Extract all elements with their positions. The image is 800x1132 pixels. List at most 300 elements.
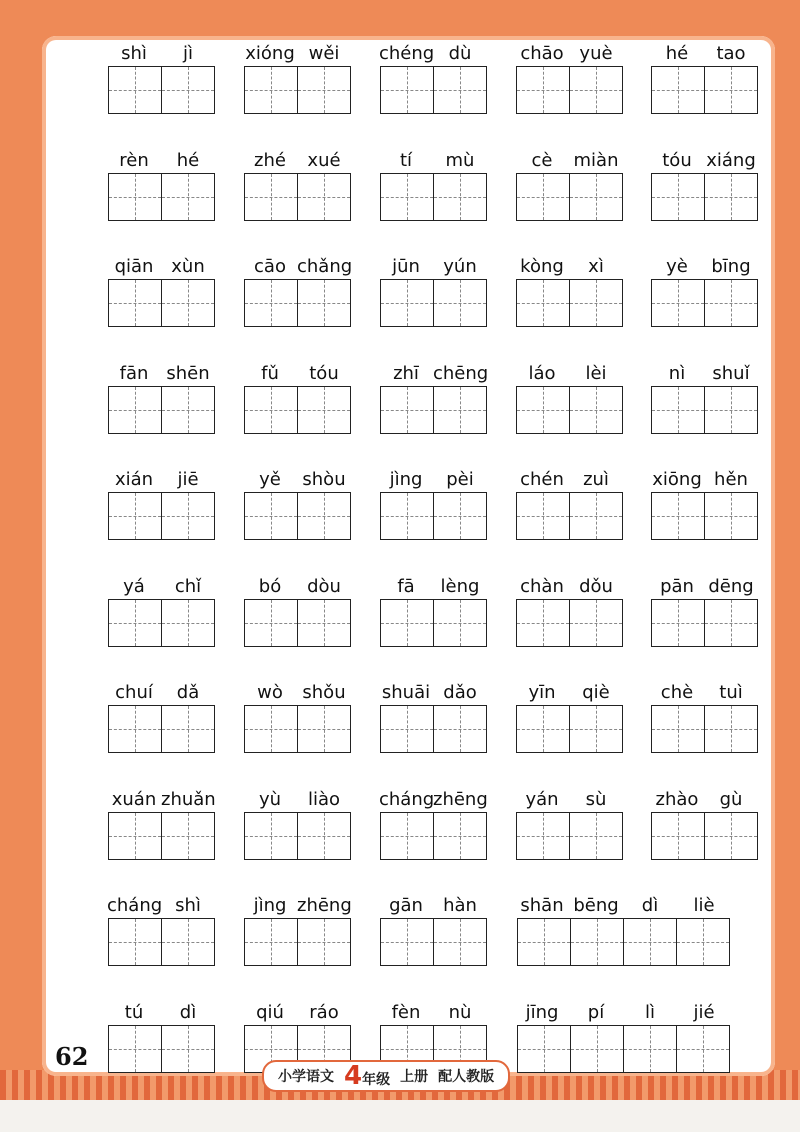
word-item	[243, 358, 351, 434]
tianzige-box[interactable]	[109, 1026, 161, 1072]
writing-boxes	[244, 66, 351, 114]
tianzige-box[interactable]	[297, 280, 350, 326]
tianzige-box[interactable]	[109, 67, 161, 113]
pinyin-label	[515, 997, 731, 1023]
writing-boxes	[651, 173, 758, 221]
tianzige-box[interactable]	[517, 67, 569, 113]
word-item	[379, 358, 487, 434]
tianzige-box[interactable]	[161, 280, 214, 326]
pinyin-syllable: chén	[520, 469, 564, 490]
pinyin-syllable: liào	[307, 788, 341, 810]
tianzige-box[interactable]	[381, 493, 433, 539]
pinyin-label	[650, 358, 758, 384]
pinyin-label	[107, 358, 215, 384]
writing-boxes	[516, 173, 623, 221]
word-row	[107, 251, 767, 358]
word-row	[107, 38, 767, 145]
tianzige-box[interactable]	[245, 387, 297, 433]
tianzige-box[interactable]	[704, 600, 757, 646]
tianzige-box[interactable]	[381, 919, 433, 965]
pinyin-syllable: chéng	[379, 43, 435, 64]
pinyin-syllable: xì	[588, 256, 604, 277]
tianzige-box[interactable]	[297, 493, 350, 539]
tianzige-box[interactable]	[517, 706, 569, 752]
writing-boxes	[651, 66, 758, 114]
pinyin-syllable: dǎ	[176, 682, 200, 703]
writing-boxes	[380, 918, 487, 966]
word-item	[243, 145, 351, 221]
tianzige-box[interactable]	[569, 387, 622, 433]
word-item	[650, 38, 758, 114]
pinyin-label	[107, 784, 215, 810]
pinyin-syllable: dǒu	[579, 575, 613, 597]
tianzige-box[interactable]	[245, 919, 297, 965]
pinyin-syllable: fǔ	[261, 362, 279, 384]
word-item	[243, 677, 351, 753]
word-item	[515, 677, 623, 753]
pinyin-label	[243, 464, 351, 490]
word-item	[379, 890, 487, 966]
tianzige-box[interactable]	[704, 174, 757, 220]
tianzige-box[interactable]	[704, 493, 757, 539]
pinyin-syllable: mù	[445, 149, 475, 171]
writing-boxes	[244, 705, 351, 753]
tianzige-box[interactable]	[704, 706, 757, 752]
tianzige-box[interactable]	[245, 600, 297, 646]
writing-boxes	[380, 173, 487, 221]
pinyin-syllable: xuán	[111, 788, 157, 810]
tianzige-box[interactable]	[109, 493, 161, 539]
tianzige-box[interactable]	[433, 280, 486, 326]
pinyin-label	[243, 358, 351, 384]
tianzige-box[interactable]	[652, 600, 704, 646]
pinyin-syllable: sù	[585, 788, 607, 810]
pinyin-syllable: dù	[448, 43, 472, 64]
tianzige-box[interactable]	[161, 706, 214, 752]
word-item	[379, 784, 487, 860]
pinyin-syllable: jiē	[177, 469, 199, 490]
pinyin-syllable: tao	[716, 43, 746, 64]
pinyin-syllable: fèn	[391, 1001, 421, 1023]
writing-boxes	[108, 599, 215, 647]
writing-boxes	[516, 386, 623, 434]
tianzige-box[interactable]	[433, 174, 486, 220]
tianzige-box[interactable]	[433, 600, 486, 646]
writing-boxes	[380, 386, 487, 434]
pinyin-syllable: pèi	[446, 469, 474, 490]
pinyin-label	[379, 890, 487, 916]
pinyin-syllable: jié	[693, 1001, 715, 1023]
pinyin-label	[107, 38, 215, 64]
pinyin-syllable: yuè	[579, 43, 613, 64]
tianzige-box[interactable]	[381, 174, 433, 220]
tianzige-box[interactable]	[161, 67, 214, 113]
pinyin-syllable: xióng	[245, 43, 295, 64]
word-item	[379, 464, 487, 540]
tianzige-box[interactable]	[569, 174, 622, 220]
pinyin-syllable: shǒu	[302, 682, 346, 703]
tianzige-box[interactable]	[517, 600, 569, 646]
pinyin-label	[243, 784, 351, 810]
tianzige-box[interactable]	[569, 600, 622, 646]
word-item	[379, 145, 487, 221]
tianzige-box[interactable]	[381, 813, 433, 859]
tianzige-box[interactable]	[161, 600, 214, 646]
tianzige-box[interactable]	[161, 174, 214, 220]
tianzige-box[interactable]	[381, 600, 433, 646]
word-item	[379, 677, 487, 753]
tianzige-box[interactable]	[297, 919, 350, 965]
tianzige-box[interactable]	[518, 919, 570, 965]
tianzige-box[interactable]	[569, 813, 622, 859]
grade-label: 年级	[362, 1072, 391, 1088]
pinyin-syllable: yún	[443, 256, 477, 277]
pinyin-label	[379, 358, 487, 384]
writing-boxes	[651, 599, 758, 647]
pinyin-label	[515, 145, 623, 171]
tianzige-box[interactable]	[297, 387, 350, 433]
pinyin-label	[107, 464, 215, 490]
tianzige-box[interactable]	[109, 919, 161, 965]
tianzige-box[interactable]	[569, 67, 622, 113]
writing-boxes	[516, 705, 623, 753]
pinyin-label	[107, 677, 215, 703]
pinyin-label	[515, 784, 623, 810]
pinyin-syllable: jì	[182, 43, 193, 64]
word-item	[650, 571, 758, 647]
word-item	[650, 145, 758, 221]
pinyin-syllable: fā	[397, 575, 415, 597]
tianzige-box[interactable]	[297, 706, 350, 752]
word-item	[243, 251, 351, 327]
pinyin-syllable: qiān	[114, 256, 154, 277]
pinyin-syllable: lèng	[440, 575, 480, 597]
tianzige-box[interactable]	[297, 174, 350, 220]
tianzige-box[interactable]	[652, 813, 704, 859]
word-row	[107, 358, 767, 465]
word-item	[243, 890, 351, 966]
tianzige-box[interactable]	[433, 67, 486, 113]
pinyin-syllable: shuǐ	[712, 362, 750, 384]
word-item	[107, 464, 215, 540]
word-item	[107, 677, 215, 753]
tianzige-box[interactable]	[623, 919, 676, 965]
tianzige-box[interactable]	[245, 706, 297, 752]
pinyin-syllable: zhào	[655, 788, 699, 810]
writing-boxes	[516, 599, 623, 647]
word-item	[107, 358, 215, 434]
tianzige-box[interactable]	[704, 387, 757, 433]
tianzige-box[interactable]	[245, 813, 297, 859]
writing-boxes	[244, 279, 351, 327]
word-item	[107, 784, 215, 860]
tianzige-box[interactable]	[652, 280, 704, 326]
word-row	[107, 890, 767, 997]
tianzige-box[interactable]	[161, 919, 214, 965]
pinyin-syllable: nì	[668, 362, 686, 384]
tianzige-box[interactable]	[381, 280, 433, 326]
writing-boxes	[516, 492, 623, 540]
word-item	[515, 571, 623, 647]
pinyin-syllable: zhēng	[433, 788, 488, 810]
pinyin-label	[243, 890, 351, 916]
writing-boxes	[516, 279, 623, 327]
pinyin-label	[650, 251, 758, 277]
pinyin-syllable: yè	[666, 256, 688, 277]
pinyin-syllable: pí	[587, 1001, 605, 1023]
pinyin-syllable: dēng	[708, 575, 754, 597]
pinyin-syllable: ráo	[309, 1001, 339, 1023]
pinyin-label	[379, 251, 487, 277]
tianzige-box[interactable]	[433, 387, 486, 433]
writing-boxes	[651, 386, 758, 434]
book-info-banner	[262, 1060, 510, 1092]
writing-boxes	[244, 599, 351, 647]
writing-boxes	[108, 66, 215, 114]
pinyin-label	[243, 38, 351, 64]
pinyin-label	[243, 145, 351, 171]
pinyin-syllable: chǐ	[174, 575, 202, 597]
tianzige-box[interactable]	[517, 174, 569, 220]
pinyin-syllable: dòu	[307, 575, 341, 597]
pinyin-label	[650, 784, 758, 810]
pinyin-label	[243, 677, 351, 703]
pinyin-syllable: jūn	[392, 256, 420, 277]
tianzige-box[interactable]	[517, 493, 569, 539]
writing-boxes	[108, 705, 215, 753]
word-item	[650, 464, 758, 540]
pinyin-syllable: liè	[693, 895, 715, 916]
pinyin-syllable: bīng	[711, 256, 751, 277]
pinyin-syllable: dì	[179, 1001, 197, 1023]
tianzige-box[interactable]	[652, 387, 704, 433]
pinyin-syllable: zhī	[393, 362, 419, 384]
pinyin-syllable: qiú	[256, 1001, 284, 1023]
pinyin-syllable: cè	[531, 149, 553, 171]
writing-boxes	[651, 812, 758, 860]
writing-boxes	[244, 386, 351, 434]
pinyin-syllable: wěi	[308, 43, 340, 64]
word-item	[515, 997, 731, 1073]
tianzige-box[interactable]	[433, 813, 486, 859]
pinyin-syllable: bēng	[573, 895, 619, 916]
tianzige-box[interactable]	[569, 706, 622, 752]
tianzige-box[interactable]	[109, 387, 161, 433]
pinyin-syllable: yá	[123, 575, 145, 597]
word-row	[107, 677, 767, 784]
pinyin-syllable: wò	[257, 682, 283, 703]
writing-boxes	[651, 279, 758, 327]
tianzige-box[interactable]	[569, 280, 622, 326]
word-item	[650, 251, 758, 327]
tianzige-box[interactable]	[161, 493, 214, 539]
tianzige-box[interactable]	[517, 387, 569, 433]
writing-boxes	[108, 1025, 215, 1073]
word-row	[107, 784, 767, 891]
pinyin-syllable: cāo	[254, 256, 286, 277]
pinyin-label	[243, 571, 351, 597]
writing-boxes	[244, 492, 351, 540]
pinyin-syllable: shān	[520, 895, 564, 916]
tianzige-box[interactable]	[433, 493, 486, 539]
pinyin-grid	[107, 38, 767, 1103]
writing-boxes	[108, 279, 215, 327]
word-item	[243, 38, 351, 114]
pinyin-syllable: chāo	[520, 43, 564, 64]
writing-boxes	[517, 918, 730, 966]
word-item	[515, 890, 731, 966]
pinyin-syllable: zhé	[254, 149, 286, 171]
pinyin-syllable: gān	[389, 895, 423, 916]
tianzige-box[interactable]	[518, 1026, 570, 1072]
tianzige-box[interactable]	[433, 706, 486, 752]
tianzige-box[interactable]	[245, 493, 297, 539]
pinyin-label	[515, 890, 731, 916]
word-item	[379, 571, 487, 647]
word-item	[650, 784, 758, 860]
pinyin-syllable: chǎng	[297, 256, 353, 277]
pinyin-syllable: yě	[259, 469, 281, 490]
pinyin-label	[515, 358, 623, 384]
writing-boxes	[108, 173, 215, 221]
writing-boxes	[516, 66, 623, 114]
pinyin-syllable: bó	[258, 575, 282, 597]
word-item	[515, 464, 623, 540]
pinyin-label	[650, 571, 758, 597]
pinyin-label	[379, 38, 487, 64]
pinyin-syllable: tóu	[662, 149, 692, 171]
pinyin-label	[107, 145, 215, 171]
tianzige-box[interactable]	[109, 174, 161, 220]
tianzige-box[interactable]	[245, 67, 297, 113]
word-item	[650, 358, 758, 434]
writing-boxes	[380, 812, 487, 860]
tianzige-box[interactable]	[109, 813, 161, 859]
tianzige-box[interactable]	[109, 706, 161, 752]
tianzige-box[interactable]	[676, 1026, 729, 1072]
pinyin-syllable: chè	[660, 682, 694, 703]
tianzige-box[interactable]	[517, 280, 569, 326]
writing-boxes	[108, 492, 215, 540]
word-item	[107, 251, 215, 327]
tianzige-box[interactable]	[297, 600, 350, 646]
tianzige-box[interactable]	[569, 493, 622, 539]
tianzige-box[interactable]	[381, 387, 433, 433]
tianzige-box[interactable]	[161, 813, 214, 859]
pinyin-syllable: nù	[448, 1001, 472, 1023]
writing-boxes	[380, 279, 487, 327]
word-item	[379, 38, 487, 114]
word-item	[107, 38, 215, 114]
pinyin-label	[650, 145, 758, 171]
tianzige-box[interactable]	[570, 1026, 623, 1072]
writing-boxes	[517, 1025, 730, 1073]
tianzige-box[interactable]	[109, 600, 161, 646]
word-row	[107, 145, 767, 252]
pinyin-syllable: yīn	[528, 682, 556, 703]
tianzige-box[interactable]	[652, 493, 704, 539]
word-item	[650, 677, 758, 753]
tianzige-box[interactable]	[704, 67, 757, 113]
tianzige-box[interactable]	[161, 1026, 214, 1072]
pinyin-syllable: yán	[525, 788, 559, 810]
pinyin-syllable: gù	[719, 788, 743, 810]
word-item	[243, 784, 351, 860]
word-item	[243, 571, 351, 647]
word-item	[107, 997, 215, 1073]
tianzige-box[interactable]	[652, 706, 704, 752]
writing-boxes	[108, 386, 215, 434]
pinyin-syllable: tuì	[719, 682, 743, 703]
tianzige-box[interactable]	[297, 813, 350, 859]
pinyin-syllable: tú	[124, 1001, 144, 1023]
writing-boxes	[244, 812, 351, 860]
word-row	[107, 464, 767, 571]
pinyin-syllable: kòng	[520, 256, 564, 277]
pinyin-syllable: hé	[176, 149, 200, 171]
word-item	[243, 464, 351, 540]
pinyin-syllable: jīng	[525, 1001, 559, 1023]
tianzige-box[interactable]	[652, 174, 704, 220]
tianzige-box[interactable]	[109, 280, 161, 326]
pinyin-syllable: zuì	[583, 469, 609, 490]
tianzige-box[interactable]	[161, 387, 214, 433]
writing-boxes	[380, 599, 487, 647]
pinyin-syllable: shēn	[166, 362, 210, 384]
pinyin-syllable: xiáng	[706, 149, 756, 171]
tianzige-box[interactable]	[570, 919, 623, 965]
pinyin-syllable: shuāi	[381, 682, 431, 703]
pinyin-label	[515, 38, 623, 64]
pinyin-syllable: tóu	[309, 362, 339, 384]
pinyin-syllable: xué	[307, 149, 341, 171]
edition-label: 配人教版	[438, 1069, 495, 1085]
tianzige-box[interactable]	[517, 813, 569, 859]
pinyin-syllable: rèn	[119, 149, 149, 171]
pinyin-label	[379, 997, 487, 1023]
tianzige-box[interactable]	[381, 706, 433, 752]
pinyin-syllable: zhuǎn	[161, 788, 216, 810]
tianzige-box[interactable]	[704, 280, 757, 326]
tianzige-box[interactable]	[381, 67, 433, 113]
pinyin-label	[650, 464, 758, 490]
pinyin-syllable: xiōng	[652, 469, 702, 490]
pinyin-syllable: qiè	[582, 682, 610, 703]
pinyin-label	[379, 464, 487, 490]
tianzige-box[interactable]	[623, 1026, 676, 1072]
pinyin-syllable: shì	[175, 895, 201, 916]
tianzige-box[interactable]	[704, 813, 757, 859]
writing-boxes	[380, 66, 487, 114]
tianzige-box[interactable]	[676, 919, 729, 965]
tianzige-box[interactable]	[245, 280, 297, 326]
word-item	[107, 571, 215, 647]
pinyin-label	[515, 677, 623, 703]
tianzige-box[interactable]	[297, 67, 350, 113]
pinyin-syllable: xián	[114, 469, 154, 490]
pinyin-syllable: lèi	[585, 362, 607, 384]
tianzige-box[interactable]	[652, 67, 704, 113]
pinyin-syllable: hěn	[714, 469, 748, 490]
tianzige-box[interactable]	[433, 919, 486, 965]
pinyin-syllable: tí	[399, 149, 413, 171]
pinyin-label	[243, 251, 351, 277]
subject-label: 小学语文	[278, 1069, 334, 1085]
tianzige-box[interactable]	[245, 174, 297, 220]
pinyin-label	[515, 251, 623, 277]
pinyin-label	[107, 571, 215, 597]
pinyin-syllable: yù	[258, 788, 282, 810]
